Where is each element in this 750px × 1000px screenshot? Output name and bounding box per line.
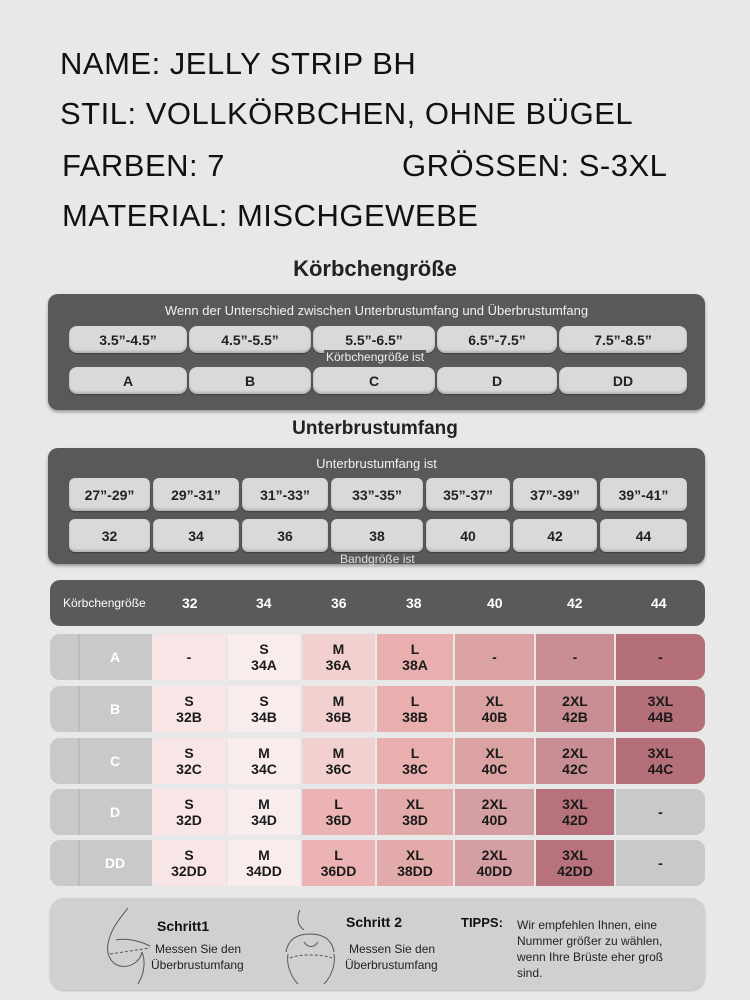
size-cell — [228, 789, 302, 835]
size-cell-letter: - — [658, 804, 663, 820]
row-cup-label: A — [109, 649, 121, 665]
size-cell-code: 36B — [325, 709, 352, 725]
band-size: 42 — [513, 519, 597, 552]
tips-title: TIPPS: — [461, 915, 503, 930]
cup-range: 6.5”-7.5” — [437, 326, 557, 353]
size-cell — [302, 789, 377, 835]
column-header: 38 — [406, 595, 422, 611]
size-cell-code: 38DD — [397, 863, 433, 879]
cup-caption-top: Wenn der Unterschied zwischen Unterbrustumfang und Überbrustumfang — [164, 303, 589, 318]
band-range: 35”-37” — [426, 478, 510, 511]
size-cell — [536, 634, 616, 680]
cup-panel — [48, 294, 705, 410]
size-cell-code: 40D — [481, 812, 508, 828]
size-cell-code: 44B — [647, 709, 674, 725]
step2-line2: Überbrustumfang — [345, 958, 438, 972]
band-range: 31”-33” — [242, 478, 328, 511]
band-size: 32 — [69, 519, 150, 552]
step1-title: Schritt1 — [157, 918, 210, 934]
step2-line1: Messen Sie den — [349, 942, 436, 956]
step2-title: Schritt 2 — [346, 914, 403, 930]
band-caption-top: Unterbrustumfang ist — [316, 456, 437, 471]
row-cup-label: C — [109, 753, 121, 769]
cup-range: 3.5”-4.5” — [69, 326, 187, 353]
size-cell-letter: - — [658, 649, 663, 665]
size-cell-code: 34C — [251, 761, 277, 777]
size-cell-letter: - — [658, 855, 663, 871]
tips-line2: Nummer größer zu wählen, — [517, 934, 663, 948]
size-row — [50, 634, 705, 680]
size-cell-letter: M — [332, 693, 345, 709]
band-size: 44 — [600, 519, 687, 552]
size-cell-code: 36DD — [320, 863, 357, 879]
size-cell — [228, 634, 302, 680]
band-range: 37”-39” — [513, 478, 597, 511]
row-cup-label: B — [109, 701, 121, 717]
row-cup-label: D — [109, 804, 121, 820]
band-size: 34 — [153, 519, 239, 552]
product-name: NAME: JELLY STRIP BH — [60, 46, 417, 81]
size-cell-letter: XL — [485, 693, 504, 709]
band-section-title: Unterbrustumfang — [292, 418, 458, 439]
size-cell-letter: M — [258, 847, 270, 863]
column-header: 34 — [256, 595, 272, 611]
size-cell-code: 42D — [562, 812, 588, 828]
size-cell — [455, 789, 536, 835]
size-cell-code: 38A — [402, 657, 428, 673]
cup-range: 4.5”-5.5” — [189, 326, 311, 353]
size-cell-code: 40C — [481, 761, 508, 777]
cup-letter: DD — [559, 367, 687, 394]
size-cell-code: 40DD — [476, 863, 513, 879]
size-cell — [302, 686, 377, 732]
size-cell — [616, 634, 705, 680]
size-cell-letter: S — [184, 745, 194, 761]
band-range: 33”-35” — [331, 478, 423, 511]
size-cell — [302, 634, 377, 680]
size-cell-letter: M — [258, 796, 270, 812]
size-cell-code: 34D — [251, 812, 277, 828]
size-cell-code: 38B — [402, 709, 428, 725]
tips-line3: wenn Ihre Brüste eher groß — [517, 950, 664, 964]
size-cell — [377, 789, 455, 835]
band-size: 38 — [331, 519, 423, 552]
row-cup-label: DD — [104, 855, 126, 871]
size-table-header — [50, 580, 705, 626]
size-cell — [616, 738, 705, 784]
size-cell — [377, 840, 455, 886]
size-cell — [455, 738, 536, 784]
size-cell — [616, 840, 705, 886]
band-range: 39”-41” — [600, 478, 687, 511]
column-header: 44 — [651, 595, 667, 611]
size-cell — [152, 789, 228, 835]
cup-letter: C — [313, 367, 435, 394]
product-style: STIL: VOLLKÖRBCHEN, OHNE BÜGEL — [60, 96, 634, 131]
size-cell — [536, 840, 616, 886]
size-cell — [152, 738, 228, 784]
size-row — [50, 738, 705, 784]
size-cell-code: 42DD — [557, 863, 593, 879]
size-cell — [536, 686, 616, 732]
size-cell-letter: S — [184, 693, 194, 709]
size-row — [50, 789, 705, 835]
tips-line1: Wir empfehlen Ihnen, eine — [517, 918, 658, 932]
size-cell — [152, 840, 228, 886]
size-cell-letter: - — [186, 649, 192, 665]
size-cell-code: 36C — [325, 761, 352, 777]
size-cell-letter: L — [334, 847, 343, 863]
size-row — [50, 840, 705, 886]
size-cell-code: 32B — [176, 709, 202, 725]
column-header: 36 — [331, 595, 347, 611]
size-cell-code: 42C — [562, 761, 588, 777]
size-cell-letter: XL — [406, 796, 424, 812]
size-cell-letter: M — [332, 745, 345, 761]
corner-label: Körbchengröße — [63, 596, 146, 610]
size-cell-code: 42B — [562, 709, 588, 725]
cup-letter: A — [69, 367, 187, 394]
size-cell-letter: L — [410, 641, 420, 657]
size-cell-code: 38D — [402, 812, 428, 828]
cup-range: 5.5”-6.5” — [313, 326, 435, 353]
size-cell — [616, 789, 705, 835]
size-cell-code: 36D — [325, 812, 352, 828]
measure-guide — [50, 898, 705, 990]
cup-letter: B — [189, 367, 311, 394]
size-cell — [377, 738, 455, 784]
band-size: 36 — [242, 519, 328, 552]
size-cell-letter: - — [492, 649, 497, 665]
size-cell — [455, 840, 536, 886]
column-header: 32 — [182, 595, 198, 611]
size-cell-letter: L — [334, 796, 343, 812]
size-cell-code: 32D — [176, 812, 202, 828]
size-cell-letter: M — [258, 745, 270, 761]
size-cell — [377, 634, 455, 680]
size-cell — [302, 738, 377, 784]
size-cell-code: 36A — [325, 657, 352, 673]
band-size: 40 — [426, 519, 510, 552]
size-cell-letter: - — [572, 649, 578, 665]
size-cell-letter: 2XL — [481, 796, 508, 812]
size-cell-letter: XL — [406, 847, 424, 863]
size-cell-letter: 2XL — [562, 745, 588, 761]
size-cell-code: 34DD — [246, 863, 282, 879]
size-cell — [152, 686, 228, 732]
size-cell — [228, 840, 302, 886]
tips-line4: sind. — [517, 966, 543, 980]
band-range: 27”-29” — [69, 478, 150, 511]
size-cell-letter: S — [259, 641, 269, 657]
size-cell-code: 34A — [251, 657, 277, 673]
size-cell-code: 40B — [481, 709, 508, 725]
size-cell-letter: L — [410, 745, 420, 761]
size-cell — [455, 686, 536, 732]
size-cell — [536, 738, 616, 784]
cup-letter: D — [437, 367, 557, 394]
size-cell-code: 38C — [402, 761, 428, 777]
size-cell — [377, 686, 455, 732]
size-cell-code: 32DD — [171, 863, 207, 879]
measure-figure-1-icon — [98, 904, 162, 986]
column-header: 42 — [567, 595, 583, 611]
size-cell-letter: 3XL — [647, 693, 674, 709]
size-row — [50, 686, 705, 732]
product-material: MATERIAL: MISCHGEWEBE — [62, 198, 479, 233]
size-cell — [302, 840, 377, 886]
size-cell-code: 44C — [647, 761, 674, 777]
product-sizes: GRÖSSEN: S-3XL — [402, 148, 668, 183]
product-colors: FARBEN: 7 — [62, 148, 225, 183]
size-cell-letter: 3XL — [647, 745, 674, 761]
size-cell-letter: 3XL — [562, 796, 588, 812]
cup-range: 7.5”-8.5” — [559, 326, 687, 353]
size-cell-letter: 2XL — [562, 693, 588, 709]
band-panel — [48, 448, 705, 564]
size-cell — [152, 634, 228, 680]
size-cell-code: 34B — [251, 709, 277, 725]
size-cell-letter: S — [184, 847, 194, 863]
cup-caption-mid: Körbchengröße ist — [326, 350, 425, 364]
size-cell-letter: XL — [485, 745, 504, 761]
cup-section-title: Körbchengröße — [293, 256, 457, 281]
size-cell — [228, 686, 302, 732]
size-cell-letter: L — [410, 693, 420, 709]
band-range: 29”-31” — [153, 478, 239, 511]
size-cell-letter: 3XL — [562, 847, 588, 863]
size-cell — [455, 634, 536, 680]
size-cell — [536, 789, 616, 835]
size-cell — [616, 686, 705, 732]
size-cell — [228, 738, 302, 784]
size-cell-code: 32C — [176, 761, 202, 777]
measure-figure-2-icon — [276, 904, 346, 986]
band-caption-bottom: Bandgröße ist — [340, 552, 415, 566]
size-cell-letter: S — [184, 796, 194, 812]
step1-line1: Messen Sie den — [155, 942, 242, 956]
size-cell-letter: 2XL — [481, 847, 508, 863]
column-header: 40 — [487, 595, 503, 611]
size-cell-letter: S — [259, 693, 269, 709]
step1-line2: Überbrustumfang — [151, 958, 244, 972]
size-cell-letter: M — [332, 641, 345, 657]
